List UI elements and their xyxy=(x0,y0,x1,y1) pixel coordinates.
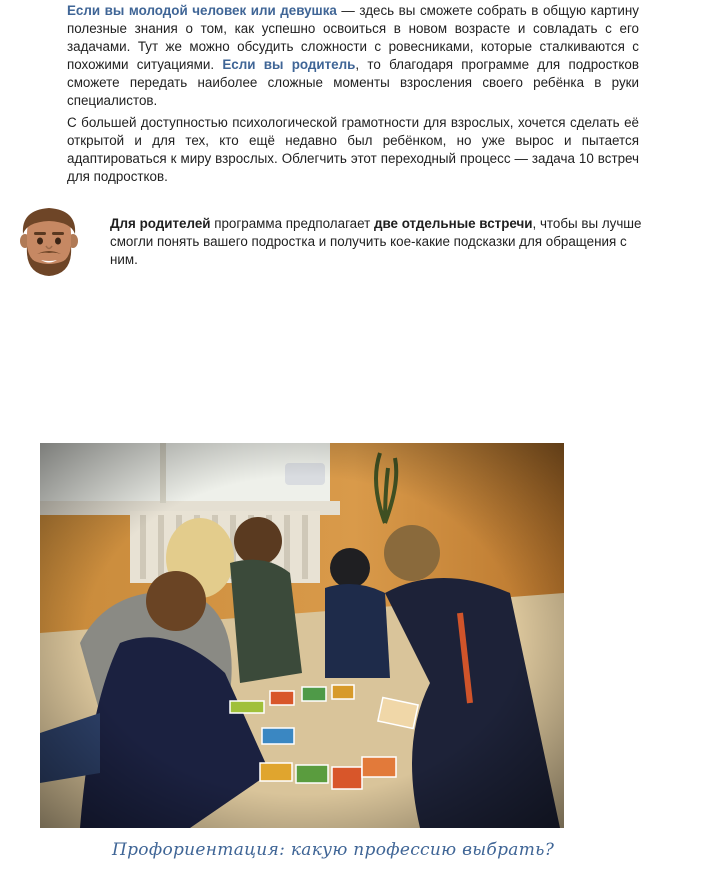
parents-note-emphasis: две отдельные встречи xyxy=(373,216,533,231)
parents-note-tail: , чтобы вы лучше смогли понять вашего подростка и получить кое-какие подсказки для обращения с ним. xyxy=(110,216,642,267)
group-photo xyxy=(40,443,564,828)
parents-note-lead: Для родителей xyxy=(110,216,211,231)
section-caption: Профориентация: какую профессию выбрать? xyxy=(112,840,555,860)
man-face-icon xyxy=(17,204,81,278)
parents-note xyxy=(110,215,650,269)
intro-paragraph xyxy=(67,2,639,110)
parent-text: , то благодаря программе для подростков сможете передать наиболее сложные моменты взросления своего ребёнка в руки специалистов. xyxy=(67,57,639,108)
young-people-text: — здесь вы сможете собрать в общую картину полезные знания о том, как успешно освоиться в новом возрасте и совладать с его задачами. Тут же можно обсудить сложности с ровесниками, которые сталкиваются с похожими ситуациями. xyxy=(67,3,639,72)
parent-highlight: Если вы родитель xyxy=(222,57,356,72)
young-people-highlight: Если вы молодой человек или девушка xyxy=(67,3,337,18)
accessibility-paragraph: С большей доступностью психологической грамотности для взрослых, хочется сделать её открытой и для тех, кто ещё недавно был ребёнком, но уже вырос и пытается адаптироваться к миру взрослых. Облегчить этот переходный процесс — задача 10 встреч для подростков. xyxy=(67,115,639,184)
parents-note-mid: программа предполагает xyxy=(210,216,374,231)
